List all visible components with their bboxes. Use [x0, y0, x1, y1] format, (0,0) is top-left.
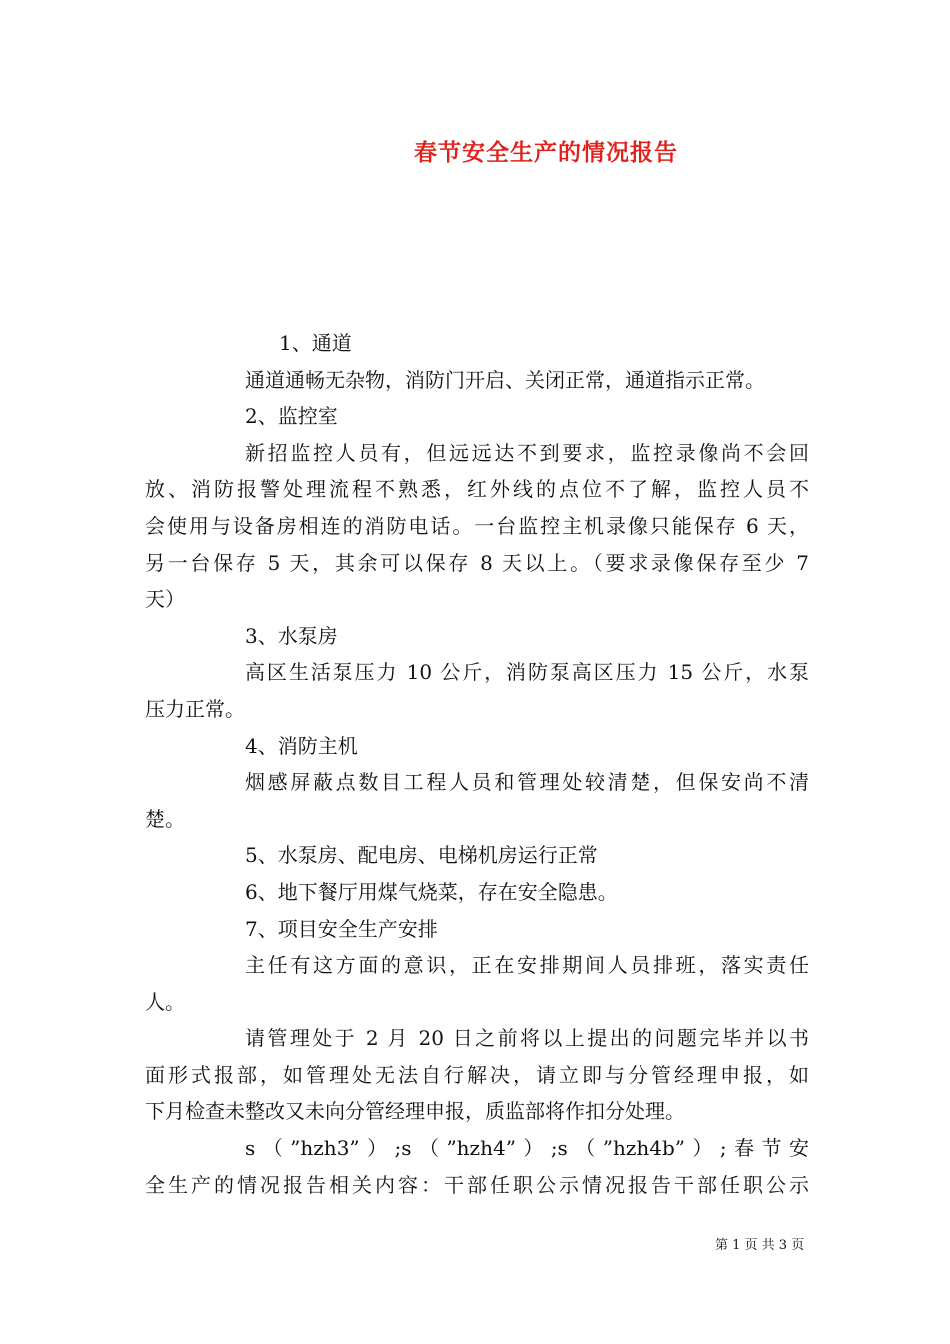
document-body	[145, 325, 809, 1203]
body-line: 放、消防报警处理流程不熟悉，红外线的点位不了解，监控人员不	[145, 477, 809, 502]
body-line: 主任有这方面的意识，正在安排期间人员排班，落实责任	[245, 953, 809, 978]
body-line: 天）	[145, 587, 185, 612]
document-title: 春节安全生产的情况报告	[414, 139, 678, 166]
body-line: 4、消防主机	[245, 733, 358, 758]
body-line: 请管理处于 2 月 20 日之前将以上提出的问题完毕并以书	[245, 1026, 809, 1051]
body-line: 1、通道	[279, 331, 352, 355]
page-footer: 第 1 页 共 3 页	[715, 1238, 805, 1253]
body-line: 新招监控人员有，但远远达不到要求，监控录像尚不会回	[245, 440, 809, 465]
body-line: s（”hzh3”）;s（”hzh4”）;s（”hzh4b”）;春节安	[245, 1136, 809, 1161]
body-line: 会使用与设备房相连的消防电话。一台监控主机录像只能保存 6 天，	[145, 513, 809, 538]
body-line: 高区生活泵压力 10 公斤，消防泵高区压力 15 公斤，水泵	[245, 660, 809, 685]
body-line: 面形式报部，如管理处无法自行解决，请立即与分管经理申报，如	[145, 1062, 809, 1087]
body-line: 3、水泵房	[245, 623, 338, 648]
body-line: 烟感屏蔽点数目工程人员和管理处较清楚，但保安尚不清	[245, 770, 809, 795]
body-line: 2、监控室	[245, 404, 338, 429]
body-line: 楚。	[145, 806, 185, 831]
body-line: 另一台保存 5 天，其余可以保存 8 天以上。（要求录像保存至少 7	[145, 550, 809, 575]
body-line: 人。	[145, 989, 185, 1014]
body-line: 通道通畅无杂物，消防门开启、关闭正常，通道指示正常。	[245, 367, 765, 392]
body-line: 下月检查未整改又未向分管经理申报，质监部将作扣分处理。	[145, 1099, 685, 1124]
body-line: 5、水泵房、配电房、电梯机房运行正常	[245, 843, 598, 868]
body-line: 压力正常。	[145, 696, 245, 721]
body-line: 7、项目安全生产安排	[245, 916, 438, 941]
body-line: 全生产的情况报告相关内容：干部任职公示情况报告干部任职公示	[145, 1172, 809, 1197]
body-line: 6、地下餐厅用煤气烧菜，存在安全隐患。	[245, 879, 618, 904]
